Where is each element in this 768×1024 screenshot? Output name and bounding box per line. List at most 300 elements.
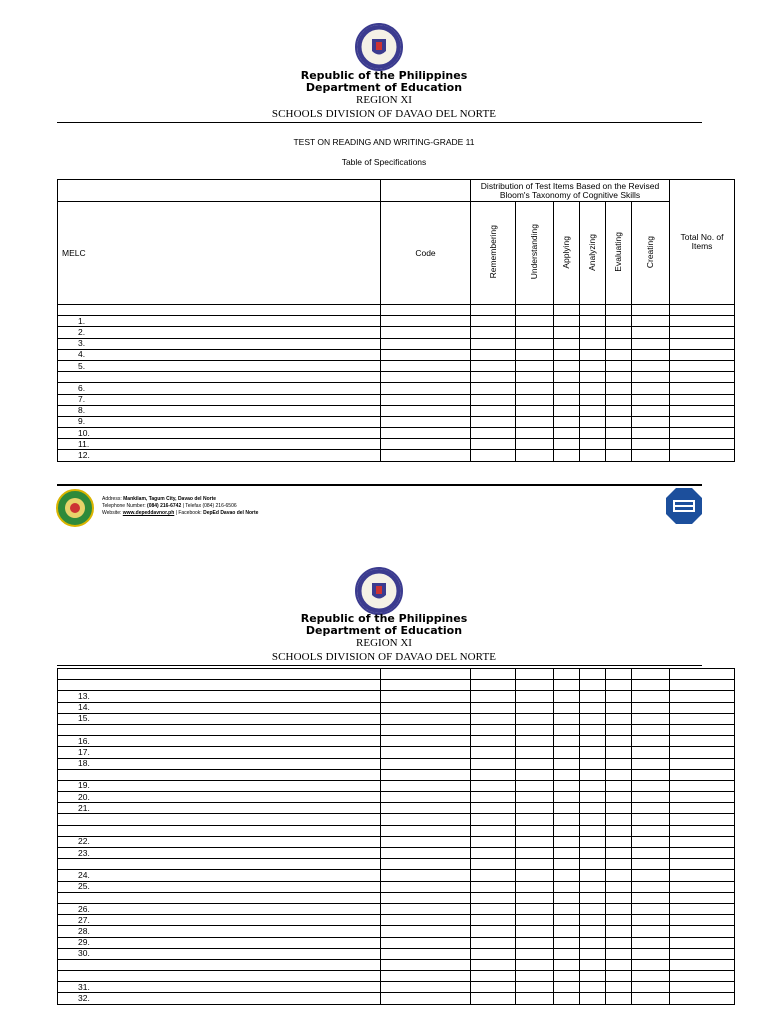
table-cell [516,724,554,735]
table-cell [580,803,606,814]
table-cell [670,680,735,691]
table-cell [554,439,580,450]
table-cell [632,803,670,814]
table-cell [606,836,632,847]
table-cell [554,428,580,439]
table-cell [471,881,516,892]
table-cell [554,349,580,360]
table-cell [580,691,606,702]
table-row [58,338,735,349]
melc-cell [58,305,381,316]
table-cell [381,971,471,982]
table-cell [471,724,516,735]
table-cell [670,881,735,892]
table-cell [381,394,471,405]
table-cell [381,848,471,859]
table-cell [632,702,670,713]
table-cell [670,948,735,959]
table-cell [516,993,554,1004]
table-cell [670,439,735,450]
table-cell [516,903,554,914]
table-cell [580,724,606,735]
department-heading: Department of Education [305,81,463,94]
melc-cell: 29. [58,937,381,948]
melc-cell [58,971,381,982]
table-cell [471,993,516,1004]
table-cell [471,713,516,724]
table-row [58,349,735,360]
melc-cell: 12. [58,450,381,461]
table-cell [381,892,471,903]
table-cell [580,848,606,859]
table-cell [516,736,554,747]
table-cell [554,971,580,982]
table-cell [516,450,554,461]
table-cell [670,405,735,416]
region-heading: REGION XI [356,94,412,106]
table-cell [632,959,670,970]
table-row [58,758,735,769]
table-cell [381,428,471,439]
table-cell [471,758,516,769]
table-cell [471,416,516,427]
table-cell [471,903,516,914]
table-cell [471,803,516,814]
melc-cell: 15. [58,713,381,724]
table-cell [381,439,471,450]
table-cell [606,937,632,948]
table-row [58,848,735,859]
table-cell [670,713,735,724]
table-cell [554,769,580,780]
table-cell [554,680,580,691]
table-cell [381,349,471,360]
table-cell [554,870,580,881]
table-cell [471,926,516,937]
table-row [58,814,735,825]
table-cell [516,383,554,394]
table-cell [670,903,735,914]
table-cell [580,859,606,870]
table-cell [381,327,471,338]
melc-cell: 7. [58,394,381,405]
table-cell [554,803,580,814]
table-cell [381,747,471,758]
table-cell [580,971,606,982]
table-cell [580,825,606,836]
table-cell [632,316,670,327]
table-cell [516,892,554,903]
table-cell [381,724,471,735]
table-cell [516,780,554,791]
table-cell [606,780,632,791]
table-cell [381,982,471,993]
table-cell [381,316,471,327]
table-row [58,713,735,724]
table-cell [670,803,735,814]
melc-cell [58,724,381,735]
table-cell [554,669,580,680]
table-cell [632,450,670,461]
table-cell [670,937,735,948]
melc-cell: 25. [58,881,381,892]
table-cell [670,349,735,360]
table-cell [516,394,554,405]
table-cell [516,360,554,371]
table-cell [670,702,735,713]
table-cell [516,669,554,680]
table-cell [670,327,735,338]
table-cell [381,859,471,870]
table-cell [670,416,735,427]
table-cell [580,316,606,327]
table-cell [632,394,670,405]
table-cell [471,450,516,461]
table-row [58,881,735,892]
table-cell [381,702,471,713]
table-cell [580,758,606,769]
melc-cell: 22. [58,836,381,847]
table-cell [606,903,632,914]
table-row [58,394,735,405]
table-cell [381,881,471,892]
table-cell [381,450,471,461]
melc-cell: 6. [58,383,381,394]
table-cell [606,870,632,881]
table-cell [381,669,471,680]
table-row [58,372,735,383]
table-cell [606,428,632,439]
table-cell [632,349,670,360]
table-cell [554,338,580,349]
division-heading: SCHOOLS DIVISION OF DAVAO DEL NORTE [271,108,497,120]
table-cell [554,993,580,1004]
table-cell [580,360,606,371]
table-cell [516,338,554,349]
melc-cell: 23. [58,848,381,859]
table-cell [471,870,516,881]
table-row [58,450,735,461]
table-cell [471,338,516,349]
table-cell [580,993,606,1004]
table-cell [580,747,606,758]
table-cell [471,669,516,680]
table-cell [606,736,632,747]
melc-cell: 5. [58,360,381,371]
melc-cell: 19. [58,780,381,791]
table-cell [554,405,580,416]
table-cell [381,416,471,427]
table-cell [580,959,606,970]
table-cell [670,450,735,461]
table-cell [580,669,606,680]
table-cell [632,405,670,416]
table-cell [606,305,632,316]
table-cell [516,937,554,948]
table-row [58,669,735,680]
table-cell [580,394,606,405]
table-row [58,971,735,982]
table-row [58,405,735,416]
table-cell [670,769,735,780]
table-cell [670,825,735,836]
table-cell [632,747,670,758]
table-cell [516,305,554,316]
table-cell [632,383,670,394]
melc-header-top [58,180,381,202]
table-cell [606,394,632,405]
table-cell [670,993,735,1004]
table-cell [554,859,580,870]
table-cell [580,937,606,948]
table-cell [606,971,632,982]
table-cell [516,948,554,959]
table-cell [670,971,735,982]
table-cell [580,428,606,439]
table-cell [606,327,632,338]
table-cell [516,803,554,814]
table-cell [632,859,670,870]
table-cell [670,982,735,993]
table-row [58,836,735,847]
table-cell [606,881,632,892]
table-cell [471,305,516,316]
table-cell [670,316,735,327]
table-cell [632,937,670,948]
table-cell [670,848,735,859]
melc-cell [58,372,381,383]
table-cell [471,349,516,360]
table-cell [606,814,632,825]
table-cell [381,305,471,316]
division-seal-logo [56,489,94,527]
table-cell [606,416,632,427]
table-cell [580,702,606,713]
republic-heading: Republic of the Philippines [300,69,468,82]
melc-cell: 32. [58,993,381,1004]
table-cell [632,903,670,914]
table-cell [381,713,471,724]
table-cell [670,836,735,847]
table-cell [632,915,670,926]
table-cell [632,724,670,735]
table-cell [471,405,516,416]
melc-cell: 28. [58,926,381,937]
melc-cell [58,680,381,691]
table-cell [670,959,735,970]
table-cell [580,338,606,349]
table-cell [670,870,735,881]
table-cell [471,428,516,439]
melc-cell: 9. [58,416,381,427]
table-cell [670,338,735,349]
table-cell [554,814,580,825]
table-cell [632,892,670,903]
footer-contact-info: Address: Mankilam, Tagum City, Davao del Norte Telephone Number: (084) 216-6742 | Telefax (084) 216-6506 Website: www.depeddavnor.ph | Facebook: DepEd Davao del Norte [102,496,259,516]
table-cell [554,394,580,405]
table-cell [580,915,606,926]
table-cell [580,892,606,903]
table-cell [670,394,735,405]
table-cell [670,926,735,937]
table-cell [580,349,606,360]
table-cell [606,948,632,959]
table-cell [516,713,554,724]
table-cell [554,948,580,959]
table-cell [381,993,471,1004]
table-cell [554,825,580,836]
table-cell [554,327,580,338]
table-cell [632,836,670,847]
table-row [58,915,735,926]
table-cell [381,680,471,691]
table-cell [471,948,516,959]
table-row [58,316,735,327]
table-cell [471,769,516,780]
table-cell [670,859,735,870]
melc-cell: 16. [58,736,381,747]
table-cell [471,691,516,702]
table-cell [381,959,471,970]
table-cell [632,769,670,780]
table-cell [471,814,516,825]
table-cell [554,724,580,735]
melc-cell: 27. [58,915,381,926]
table-cell [554,383,580,394]
website-link[interactable]: www.depeddavnor.ph [122,510,175,516]
table-cell [670,669,735,680]
table-cell [580,792,606,803]
table-cell [632,993,670,1004]
table-cell [516,915,554,926]
table-cell [554,372,580,383]
table-cell [471,937,516,948]
table-cell [471,915,516,926]
table-cell [580,769,606,780]
table-cell [632,982,670,993]
table-cell [471,780,516,791]
table-cell [580,736,606,747]
table-cell [606,915,632,926]
melc-cell: 30. [58,948,381,959]
table-cell [381,803,471,814]
table-cell [554,959,580,970]
melc-cell: 13. [58,691,381,702]
table-cell [670,758,735,769]
table-cell [471,982,516,993]
table-row [58,383,735,394]
table-cell [516,825,554,836]
table-cell [471,394,516,405]
table-cell [632,439,670,450]
table-row [58,416,735,427]
table-cell [606,747,632,758]
table-cell [632,971,670,982]
test-title: TEST ON READING AND WRITING-GRADE 11 [293,137,475,147]
table-cell [606,669,632,680]
table-cell [471,383,516,394]
table-cell [471,372,516,383]
melc-cell: 14. [58,702,381,713]
table-cell [606,859,632,870]
melc-cell: 2. [58,327,381,338]
table-cell [516,416,554,427]
melc-cell: 26. [58,903,381,914]
melc-cell [58,669,381,680]
table-cell [554,758,580,769]
melc-cell: 10. [58,428,381,439]
table-cell [381,372,471,383]
table-row [58,959,735,970]
table-cell [381,915,471,926]
table-cell [632,948,670,959]
table-cell [516,870,554,881]
table-cell [580,948,606,959]
table-cell [516,747,554,758]
table-cell [554,982,580,993]
table-cell [606,982,632,993]
table-row [58,747,735,758]
table-cell [580,450,606,461]
header-divider [57,122,702,123]
table-cell [381,926,471,937]
table-cell [381,360,471,371]
melc-cell: 21. [58,803,381,814]
table-cell [381,736,471,747]
table-cell [554,881,580,892]
table-cell [632,713,670,724]
applying-header: Applying [554,202,580,305]
table-cell [670,372,735,383]
table-cell [554,736,580,747]
table-row [58,327,735,338]
table-cell [516,792,554,803]
table-cell [632,814,670,825]
table-cell [381,758,471,769]
table-cell [516,769,554,780]
table-cell [606,713,632,724]
table-row [58,769,735,780]
table-cell [516,926,554,937]
table-cell [670,691,735,702]
table-row [58,792,735,803]
republic-heading-page2: Republic of the Philippines [300,612,468,625]
table-cell [632,792,670,803]
table-cell [632,780,670,791]
melc-cell [58,814,381,825]
table-cell [516,691,554,702]
table-cell [606,691,632,702]
table-row [58,982,735,993]
table-cell [632,360,670,371]
table-cell [554,691,580,702]
table-cell [554,305,580,316]
table-cell [471,836,516,847]
table-cell [516,428,554,439]
table-cell [516,405,554,416]
table-cell [632,691,670,702]
table-cell [554,747,580,758]
table-cell [381,769,471,780]
table-cell [606,450,632,461]
deped-seal-logo-page2 [355,567,403,615]
table-cell [580,982,606,993]
table-cell [516,859,554,870]
table-cell [606,993,632,1004]
table-cell [606,803,632,814]
table-cell [670,305,735,316]
melc-cell: 17. [58,747,381,758]
